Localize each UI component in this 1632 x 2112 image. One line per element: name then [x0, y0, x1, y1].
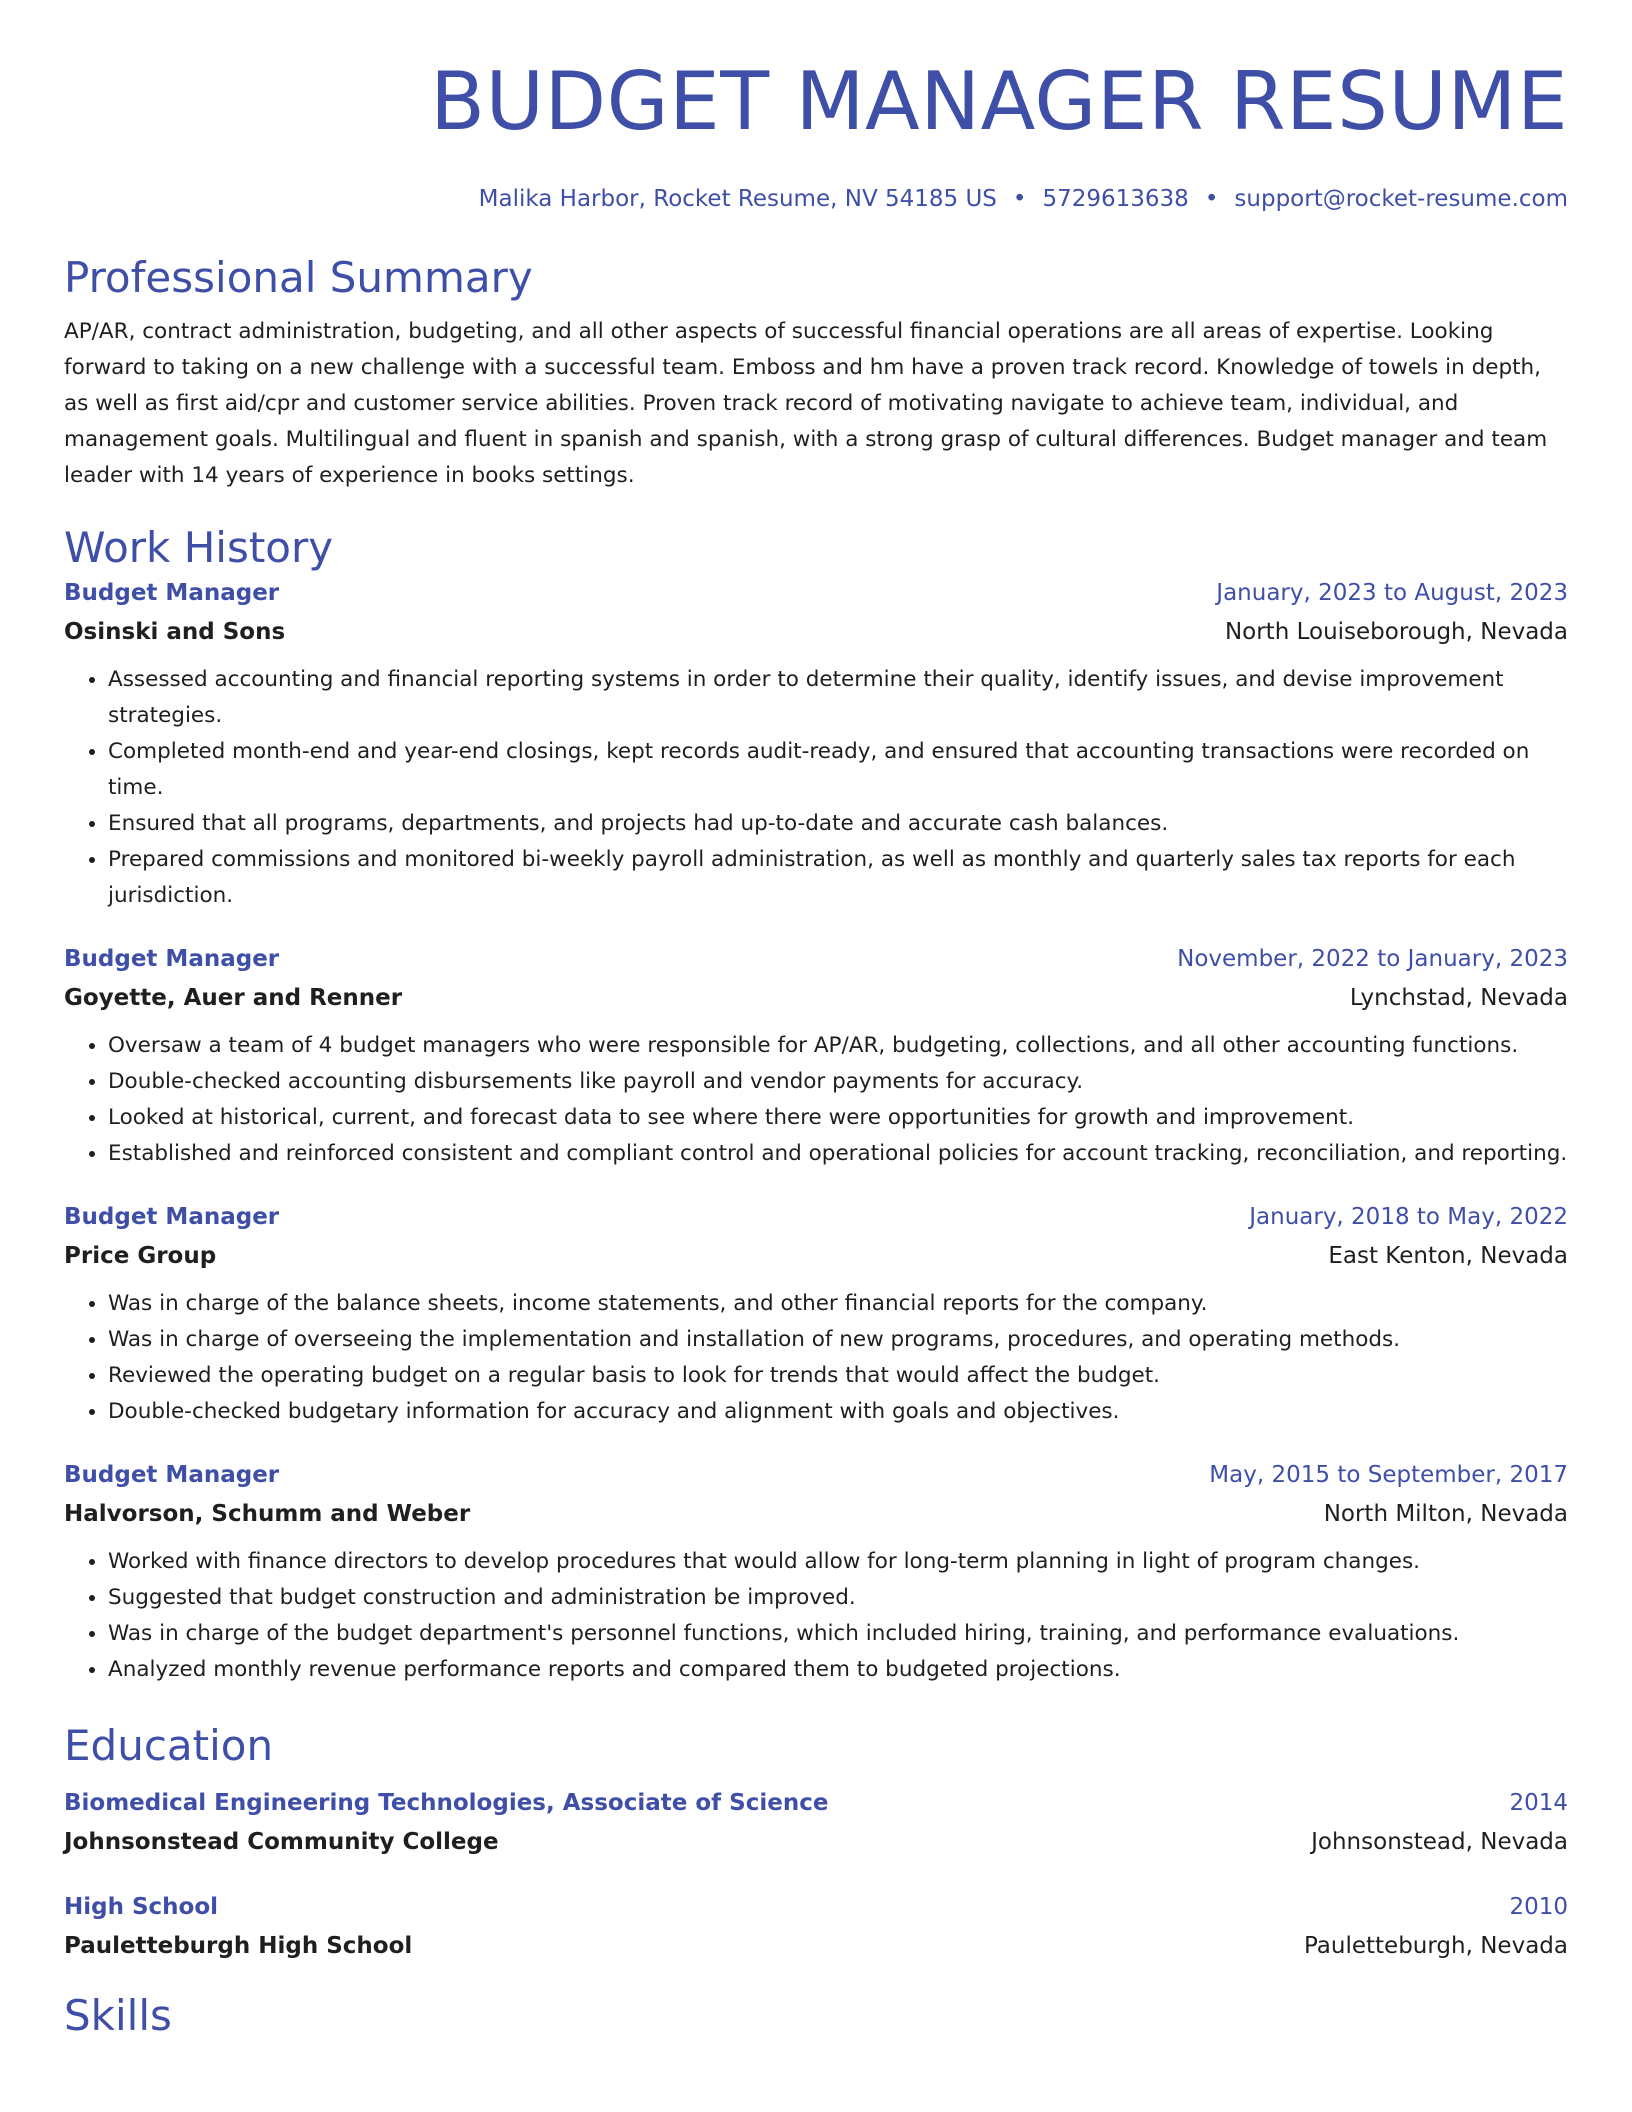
education-entry	[64, 1888, 1568, 1966]
job-location: East Kenton, Nevada	[1328, 1243, 1568, 1269]
education-school: Johnsonstead Community College	[64, 1829, 499, 1855]
contact-email[interactable]: support@rocket-resume.com	[1234, 186, 1568, 212]
job-location: Lynchstad, Nevada	[1349, 985, 1568, 1011]
education-year: 2014	[1509, 1790, 1568, 1816]
separator-dot: •	[1204, 186, 1219, 212]
job-bullet: • Looked at historical, current, and forecast data to see where there were opportunities for growth and improvement.	[108, 1100, 1568, 1136]
job-bullet: • Was in charge of overseeing the implementation and installation of new programs, procedures, and operating methods.	[108, 1322, 1568, 1358]
job-bullet: • Double-checked budgetary information for accuracy and alignment with goals and objectives.	[108, 1394, 1568, 1430]
job-bullets	[64, 1544, 1568, 1688]
job-bullet: • Prepared commissions and monitored bi-weekly payroll administration, as well as monthly and quarterly sales tax reports for each jurisdiction.	[108, 842, 1568, 914]
job-company: Halvorson, Schumm and Weber	[64, 1501, 471, 1527]
job-bullets	[64, 662, 1568, 914]
job-bullet: • Ensured that all programs, departments, and projects had up-to-date and accurate cash balances.	[108, 806, 1568, 842]
job-bullet: • Completed month-end and year-end closings, kept records audit-ready, and ensured that accounting transactions were recorded on time.	[108, 734, 1568, 806]
education-degree: Biomedical Engineering Technologies, Associate of Science	[64, 1790, 829, 1816]
job-company: Goyette, Auer and Renner	[64, 985, 403, 1011]
education-location: Pauletteburgh, Nevada	[1303, 1933, 1568, 1959]
job-location: North Milton, Nevada	[1323, 1501, 1568, 1527]
work-history-heading: Work History	[64, 523, 334, 572]
job-entry	[64, 1456, 1568, 1688]
education-degree: High School	[64, 1894, 219, 1920]
job-bullets	[64, 1028, 1568, 1172]
job-role: Budget Manager	[64, 1204, 280, 1230]
resume-title: BUDGET MANAGER RESUME	[430, 55, 1568, 148]
job-bullet: • Worked with finance directors to develop procedures that would allow for long-term planning in light of program changes.	[108, 1544, 1568, 1580]
job-bullets	[64, 1286, 1568, 1430]
contact-line	[64, 184, 1568, 214]
education-heading: Education	[64, 1721, 274, 1770]
education-list	[64, 1784, 1568, 1966]
job-role: Budget Manager	[64, 580, 280, 606]
job-bullet: • Assessed accounting and financial reporting systems in order to determine their quality, identify issues, and devise improvement strategies.	[108, 662, 1568, 734]
job-bullet: • Double-checked accounting disbursements like payroll and vendor payments for accuracy.	[108, 1064, 1568, 1100]
job-role: Budget Manager	[64, 1462, 280, 1488]
job-entry	[64, 574, 1568, 914]
job-role: Budget Manager	[64, 946, 280, 972]
contact-phone: 5729613638	[1042, 186, 1189, 212]
job-bullet: • Was in charge of the budget department's personnel functions, which included hiring, training, and performance evaluations.	[108, 1616, 1568, 1652]
job-bullet: • Established and reinforced consistent and compliant control and operational policies for account tracking, reconciliation, and reporting.	[108, 1136, 1568, 1172]
job-bullet: • Suggested that budget construction and administration be improved.	[108, 1580, 1568, 1616]
job-company: Price Group	[64, 1243, 217, 1269]
summary-heading: Professional Summary	[64, 253, 533, 302]
job-dates: May, 2015 to September, 2017	[1209, 1462, 1568, 1488]
summary-text: AP/AR, contract administration, budgeting, and all other aspects of successful financial operations are all areas of expertise. Looking forward to taking on a new challenge with a successful team. Emboss and hm have a proven track record. Knowledge of towels in depth, as well as first aid/cpr and customer service abilities. Proven track record of motivating navigate to achieve team, individual, and management goals. Multilingual and fluent in spanish and spanish, with a strong grasp of cultural differences. Budget manager and team leader with 14 years of experience in books settings.	[64, 319, 1548, 488]
job-bullet: • Reviewed the operating budget on a regular basis to look for trends that would affect the budget.	[108, 1358, 1568, 1394]
education-year: 2010	[1509, 1894, 1568, 1920]
job-company: Osinski and Sons	[64, 619, 286, 645]
contact-address: Malika Harbor, Rocket Resume, NV 54185 US	[478, 186, 997, 212]
job-dates: January, 2023 to August, 2023	[1216, 580, 1568, 606]
job-entry	[64, 940, 1568, 1172]
education-location: Johnsonstead, Nevada	[1311, 1829, 1568, 1855]
skills-heading: Skills	[64, 1991, 172, 2040]
job-dates: November, 2022 to January, 2023	[1177, 946, 1568, 972]
job-bullet: • Oversaw a team of 4 budget managers who were responsible for AP/AR, budgeting, collections, and all other accounting functions.	[108, 1028, 1568, 1064]
work-history-list	[64, 574, 1568, 1688]
job-location: North Louiseborough, Nevada	[1224, 619, 1568, 645]
education-school: Pauletteburgh High School	[64, 1933, 413, 1959]
job-dates: January, 2018 to May, 2022	[1249, 1204, 1568, 1230]
education-entry	[64, 1784, 1568, 1862]
job-entry	[64, 1198, 1568, 1430]
job-bullet: • Was in charge of the balance sheets, income statements, and other financial reports for the company.	[108, 1286, 1568, 1322]
separator-dot: •	[1012, 186, 1027, 212]
job-bullet: • Analyzed monthly revenue performance reports and compared them to budgeted projections.	[108, 1652, 1568, 1688]
